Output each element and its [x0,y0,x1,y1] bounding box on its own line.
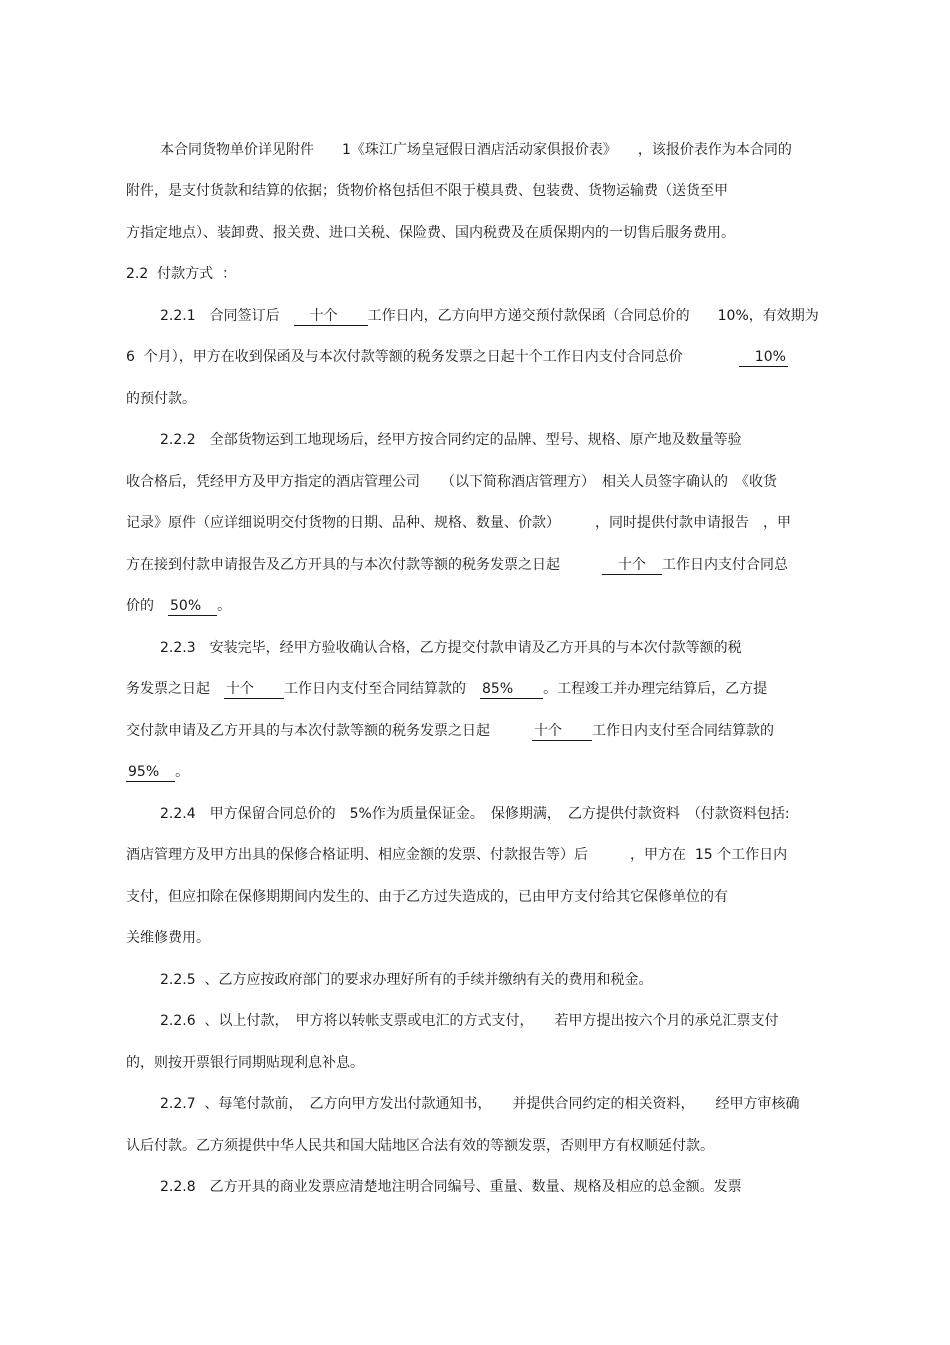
blank-days: 十个 [534,723,590,739]
clause-2-2-1-line-2 [126,347,788,367]
clause-2-2-7-line-2: 认后付款。乙方须提供中华人民共和国大陆地区合法有效的等额发票，否则甲方有权顺延付款。 [126,1138,714,1154]
blank-days: 十个 [295,308,366,324]
clause-2-2-2-line-2: 收合格后，凭经甲方及甲方指定的酒店管理公司 （以下简称酒店管理方） 相关人员签字确认的 《收货 [126,474,777,490]
clause-2-2-1-line-3: 的预付款。 [126,391,196,407]
clause-2-2-3-line-4 [126,762,189,782]
text: 6 个月），甲方在收到保函及与本次付款等额的税务发票之日起十个工作日内支付合同总价 [126,349,739,365]
clause-2-1-line-2: 附件，是支付货款和结算的依据；货物价格包括但不限于模具费、包装费、货物运输费（送货至甲 [126,183,728,199]
text: 工作日内，乙方向甲方递交预付款保函（合同总价的 10%，有效期为 [367,308,819,324]
clause-2-2-2-line-1: 2.2.2 全部货物运到工地现场后，经甲方按合同约定的品牌、型号、规格、原产地及数量等验 [160,432,742,448]
clause-2-2-4-line-3: 支付，但应扣除在保修期期间内发生的、由于乙方过失造成的，已由甲方支付给其它保修单位的有 [126,889,728,905]
clause-2-2-2-line-3: 记录》原件（应详细说明交付货物的日期、品种、规格、数量、价款） ，同时提供付款申请报告 ，甲 [126,515,791,531]
blank-percent: 10% [740,349,786,365]
clause-2-2-2-line-5 [126,596,231,616]
text: 务发票之日起 [126,681,224,697]
text: 交付款申请及乙方开具的与本次付款等额的税务发票之日起 [126,723,532,739]
blank-days: 十个 [604,557,660,573]
section-heading-2-2: 2.2 付款方式 ： [126,266,237,282]
blank-days: 十个 [226,681,282,697]
text: 本合同货物单价详见附件 1《珠江广场皇冠假日酒店活动家俱报价表》 ，该报价表作为本合同的 [160,142,792,158]
clause-2-2-2-line-4 [126,555,788,575]
clause-2-2-4-line-1: 2.2.4 甲方保留合同总价的 5%作为质量保证金。 保修期满， 乙方提供付款资料 （付款资料包括: [160,806,790,822]
clause-2-2-7-line-1: 2.2.7 、每笔付款前， 乙方向甲方发出付款通知书， 并提供合同约定的相关资料， 经甲方审核确 [160,1096,800,1112]
text: 。 [175,764,190,780]
text: 。工程竣工并办理完结算后，乙方提 [543,681,768,697]
clause-2-1-line-3: 方指定地点）、装卸费、报关费、进口关税、保险费、国内税费及在质保期内的一切售后服务费用。 [126,225,735,241]
clause-2-2-3-line-1: 2.2.3 安装完毕，经甲方验收确认合格，乙方提交付款申请及乙方开具的与本次付款等额的税 [160,640,742,656]
clause-2-1-line-1 [160,140,792,160]
clause-2-2-8-line-1: 2.2.8 乙方开具的商业发票应清楚地注明合同编号、重量、数量、规格及相应的总金额。发票 [160,1179,742,1195]
blank-percent: 95% [128,764,174,780]
clause-2-2-4-line-4: 关维修费用。 [126,930,210,946]
blank-percent: 50% [170,598,216,614]
clause-2-2-3-line-3 [126,721,774,741]
text: 工作日内支付合同总 [662,557,788,573]
clause-2-2-6-line-1: 2.2.6 、以上付款， 甲方将以转帐支票或电汇的方式支付， 若甲方提出按六个月的承兑汇票支付 [160,1013,779,1029]
text: 价的 [126,598,168,614]
text: 工作日内支付至合同结算款的 [592,723,774,739]
clause-2-2-5: 2.2.5 、乙方应按政府部门的要求办理好所有的手续并缴纳有关的费用和税金。 [160,972,653,988]
clause-2-2-1-line-1 [160,306,819,326]
text: 2.2.1 合同签订后 [160,308,294,324]
text: 。 [217,598,232,614]
clause-2-2-4-line-2: 酒店管理方及甲方出具的保修合格证明、相应金额的发票、付款报告等）后 ，甲方在 15 个工作日内 [126,847,788,863]
clause-2-2-6-line-2: 的，则按开票银行同期贴现利息补息。 [126,1055,364,1071]
text: 工作日内支付至合同结算款的 [284,681,480,697]
clause-2-2-3-line-2 [126,679,767,699]
text: 方在接到付款申请报告及乙方开具的与本次付款等额的税务发票之日起 [126,557,602,573]
blank-percent: 85% [482,681,542,697]
